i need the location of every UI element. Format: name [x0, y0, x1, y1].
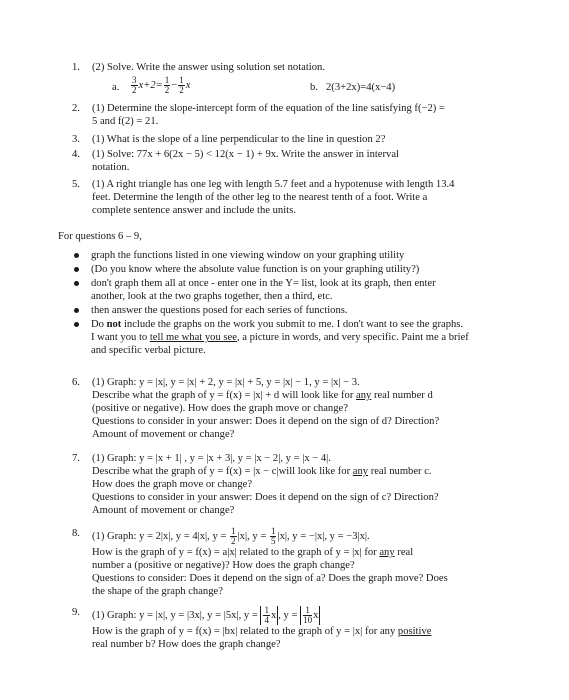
bullet-icon: [74, 322, 79, 327]
question-text: 5 and f(2) = 21.: [92, 116, 159, 127]
question-text: Amount of movement or change?: [92, 429, 235, 440]
question-number: 8.: [72, 528, 80, 539]
question-number: 4.: [72, 149, 80, 160]
question-7: [72, 452, 528, 517]
question-text: (positive or negative). How does the graph move or change?: [92, 403, 348, 414]
graph-instruction: (1) Graph: y = |x|, y = |3x|, y = |5x|, y = $\frac{1}{4}$ x , y = $\frac{1}{10}$ x: [92, 605, 319, 625]
question-5: [72, 178, 528, 217]
question-text: Describe what the graph of y = f(x) = |x| + d will look like for any real number d: [92, 390, 433, 401]
list-item: [72, 277, 542, 303]
question-9: [72, 605, 528, 651]
question-number: 9.: [72, 607, 80, 618]
absolute-value-bars: $\frac{1}{4}$ x: [260, 606, 278, 625]
question-text: (1) Determine the slope-intercept form of the equation of the line satisfying f(−2) =: [92, 103, 445, 114]
bullet-icon: [74, 308, 79, 313]
absolute-value-bars: $\frac{1}{10}$ x: [300, 606, 320, 625]
fraction: $\frac{1}{4}$: [264, 605, 269, 625]
list-item: [72, 304, 542, 317]
question-number: 3.: [72, 134, 80, 145]
graph-instruction: (1) Graph: y = 2|x|, y = 4|x|, y = $\frac{1}{2}$ |x|, y = $\frac{1}{5}$ |x|, y = −|x|, y = −3|x|.: [92, 526, 370, 546]
bullet-icon: [74, 267, 79, 272]
question-2: [72, 102, 528, 128]
question-number: 6.: [72, 377, 80, 388]
q1-parts: [92, 76, 528, 100]
list-item: [72, 318, 542, 357]
instruction-list: [72, 249, 542, 358]
question-text: How is the graph of y = f(x) = |bx| related to the graph of y = |x| for any positive: [92, 626, 432, 637]
q1a-equation: $\frac{3}{2}$ x+2= $\frac{1}{2}$ − $\frac{1}{2}$ x: [132, 75, 191, 95]
question-text: feet. Determine the length of the other leg to the nearest tenth of a foot. Write a: [92, 192, 428, 203]
question-number: 7.: [72, 453, 80, 464]
question-4: [72, 148, 528, 174]
fraction: $\frac{1}{10}$: [303, 605, 313, 625]
question-text: How is the graph of y = f(x) = a|x| related to the graph of y = |x| for any real: [92, 547, 414, 558]
bullet-icon: [74, 281, 79, 286]
question-text: complete sentence answer and include the units.: [92, 205, 296, 216]
question-number: 5.: [72, 179, 80, 190]
graph-instruction: (1) Graph: y = |x + 1| , y = |x + 3|, y = |x − 2|, y = |x − 4|.: [92, 453, 331, 464]
list-item-text: I want you to tell me what you see, a picture in words, and very specific. Paint me a brief: [91, 332, 469, 343]
question-3: [72, 133, 528, 146]
question-text: Amount of movement or change?: [92, 505, 235, 516]
list-item-text: and specific verbal picture.: [91, 345, 206, 356]
fraction: $\frac{3}{2}$: [132, 75, 137, 95]
question-text: (1) A right triangle has one leg with length 5.7 feet and a hypotenuse with length 13.4: [92, 179, 455, 190]
list-item-text: (Do you know where the absolute value function is on your graphing utility?): [91, 264, 420, 275]
fraction: $\frac{1}{2}$: [164, 75, 170, 95]
q1b-label: b.: [310, 82, 318, 93]
bullet-icon: [74, 253, 79, 258]
q1b-equation: 2(3+2x)=4(x−4): [326, 82, 396, 93]
fraction: $\frac{1}{2}$: [231, 526, 236, 546]
question-text: notation.: [92, 162, 130, 173]
question-text: (1) What is the slope of a line perpendicular to the line in question 2?: [92, 134, 386, 145]
list-item-text: then answer the questions posed for each series of functions.: [91, 305, 348, 316]
question-number: 2.: [72, 103, 80, 114]
question-text: the shape of the graph change?: [92, 586, 223, 597]
question-text: real number b? How does the graph change?: [92, 639, 281, 650]
question-text: (2) Solve. Write the answer using solution set notation.: [92, 62, 325, 73]
q1a-label: a.: [112, 82, 120, 93]
fraction: $\frac{1}{5}$: [270, 526, 276, 546]
question-text: Questions to consider in your answer: Does it depend on the sign of d? Direction?: [92, 416, 440, 427]
question-text: number a (positive or negative)? How does the graph change?: [92, 560, 355, 571]
list-item-text: graph the functions listed in one viewing window on your graphing utility: [91, 250, 405, 261]
question-1: [72, 61, 528, 100]
list-item-text: don't graph them all at once - enter one in the Y= list, look at its graph, then enter: [91, 278, 436, 289]
question-6: [72, 376, 528, 441]
list-item-text: Do not include the graphs on the work you submit to me. I don't want to see the graphs.: [91, 319, 464, 330]
list-item: [72, 263, 542, 276]
list-item-text: another, look at the two graphs together, then a third, etc.: [91, 291, 333, 302]
fraction: $\frac{1}{2}$: [179, 75, 184, 95]
question-8: [72, 526, 528, 598]
question-text: (1) Solve: 77x + 6(2x − 5) < 12(x − 1) + 9x. Write the answer in interval: [92, 149, 399, 160]
graph-instruction: (1) Graph: y = |x|, y = |x| + 2, y = |x| + 5, y = |x| − 1, y = |x| − 3.: [92, 377, 360, 388]
question-text: How does the graph move or change?: [92, 479, 253, 490]
question-text: Questions to consider in your answer: Does it depend on the sign of c? Direction?: [92, 492, 439, 503]
section-heading: For questions 6 – 9,: [58, 231, 142, 242]
list-item: [72, 249, 542, 262]
question-text: Questions to consider: Does it depend on the sign of a? Does the graph move? Does: [92, 573, 448, 584]
question-number: 1.: [72, 62, 80, 73]
question-text: Describe what the graph of y = f(x) = |x − c|will look like for any real number c.: [92, 466, 432, 477]
